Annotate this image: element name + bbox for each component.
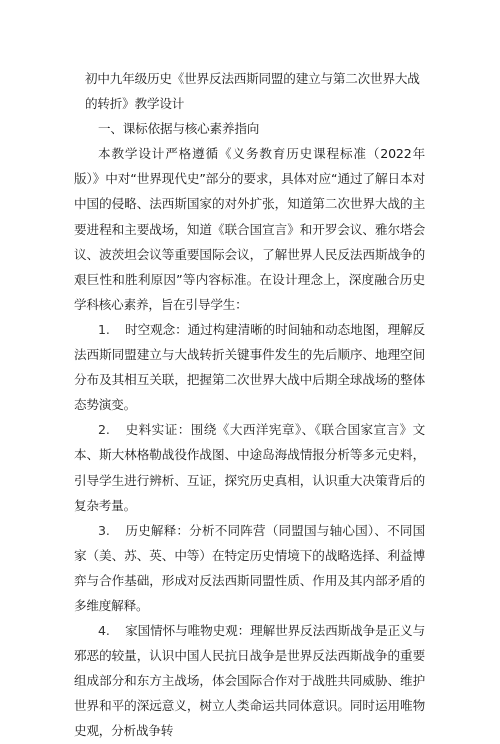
document-title: 初中九年级历史《世界反法西斯同盟的建立与第二次世界大战的转折》教学设计 [85, 71, 420, 112]
list-item-text: 历史解释：分析不同阵营（同盟国与轴心国）、不同国家（美、苏、英、中等）在特定历史情境下的战略选择、利益博弈与合作基础，形成对反法西斯同盟性质、作用及其内部矛盾的多维度解释。 [74, 522, 425, 613]
document-body [74, 66, 425, 744]
list-item-text: 时空观念：通过构建清晰的时间轴和动态地图，理解反法西斯同盟建立与大战转折关键事件发生的先后顺序、地理空间分布及其相互关联，把握第二次世界大战中后期全球战场的整体态势演变。 [74, 321, 425, 413]
list-item [74, 618, 425, 743]
list-item-number: 2. [98, 422, 110, 438]
list-item-text: 家国情怀与唯物史观：理解世界反法西斯战争是正义与邪恶的较量，认识中国人民抗日战争是世界反法西斯战争的重要组成部分和东方主战场，体会国际合作对于战胜共同威胁、维护世界和平的深远意义，树立人类命运共同体意识。同时运用唯物史观，分析战争转 [74, 623, 425, 739]
list-item [74, 518, 425, 618]
list-item-number: 1. [98, 321, 110, 337]
list-item-number: 4. [98, 623, 110, 639]
list-item-number: 3. [98, 522, 110, 538]
list-item [74, 317, 425, 417]
section-heading: 一、课标依据与核心素养指向 [98, 121, 260, 137]
intro-paragraph: 本教学设计严格遵循《义务教育历史课程标准（2022年版）》中对“世界现代史”部分的要求，具体对应“通过了解日本对中国的侵略、法西斯国家的对外扩张，知道第二次世界大战的主要进程和主要战场，知道《联合国宣言》和开罗会议、雅尔塔会议、波茨坦会议等重要国际会议，了解世界人民反法西斯战争的艰巨性和胜利原因”等内容标准。在设计理念上，深度融合历史学科核心素养，旨在引导学生： [74, 146, 425, 312]
list-item-text: 史料实证：围绕《大西洋宪章》、《联合国家宣言》文本、斯大林格勒战役作战图、中途岛海战情报分析等多元史料，引导学生进行辨析、互证，探究历史真相，认识重大决策背后的复杂考量。 [74, 422, 425, 513]
list-item [74, 417, 425, 517]
